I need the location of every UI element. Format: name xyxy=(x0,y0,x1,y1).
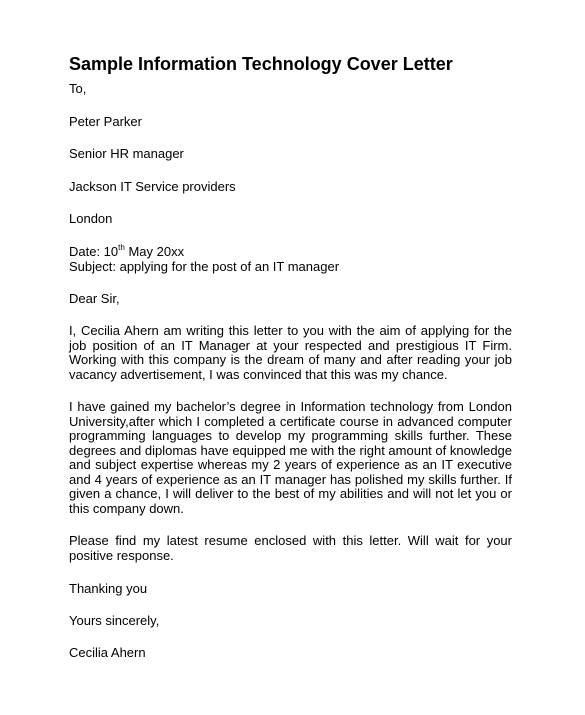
date-rest: May 20xx xyxy=(124,244,185,259)
subject-line: Subject: applying for the post of an IT manager xyxy=(69,259,340,274)
date-line xyxy=(69,244,184,259)
recipient-title: Senior HR manager xyxy=(69,146,184,161)
recipient-name: Peter Parker xyxy=(69,114,142,129)
date-ordinal-suffix: th xyxy=(118,242,125,252)
salutation: Dear Sir, xyxy=(69,291,120,306)
document-title: Sample Information Technology Cover Letter xyxy=(69,54,453,74)
to-line: To, xyxy=(69,81,87,96)
thanks-line: Thanking you xyxy=(69,581,148,596)
city: London xyxy=(69,211,113,226)
company-name: Jackson IT Service providers xyxy=(69,179,236,194)
closing-line: Yours sincerely, xyxy=(69,613,160,628)
paragraph-intro: I, Cecilia Ahern am writing this letter to you with the aim of applying for the job position of an IT Manager at your respected and prestigious IT Firm. Working with this company is the dream of many and after reading your job vacancy advertisement, I was convinced that this was my chance. xyxy=(69,323,512,382)
signature: Cecilia Ahern xyxy=(69,645,146,660)
paragraph-qualifications: I have gained my bachelor’s degree in Information technology from London University,after which I completed a certificate course in advanced computer programming languages to develop my programming skills further. These degrees and diplomas have equipped me with the right amount of knowledge and subject expertise whereas my 2 years of experience as an IT executive and 4 years of experience as an IT manager has polished my skills further. If given a chance, I will deliver to the best of my abilities and will not let you or this company down. xyxy=(69,399,513,516)
paragraph-resume: Please find my latest resume enclosed with this letter. Will wait for your positive response. xyxy=(69,533,512,563)
date-prefix: Date: 10 xyxy=(69,244,119,259)
